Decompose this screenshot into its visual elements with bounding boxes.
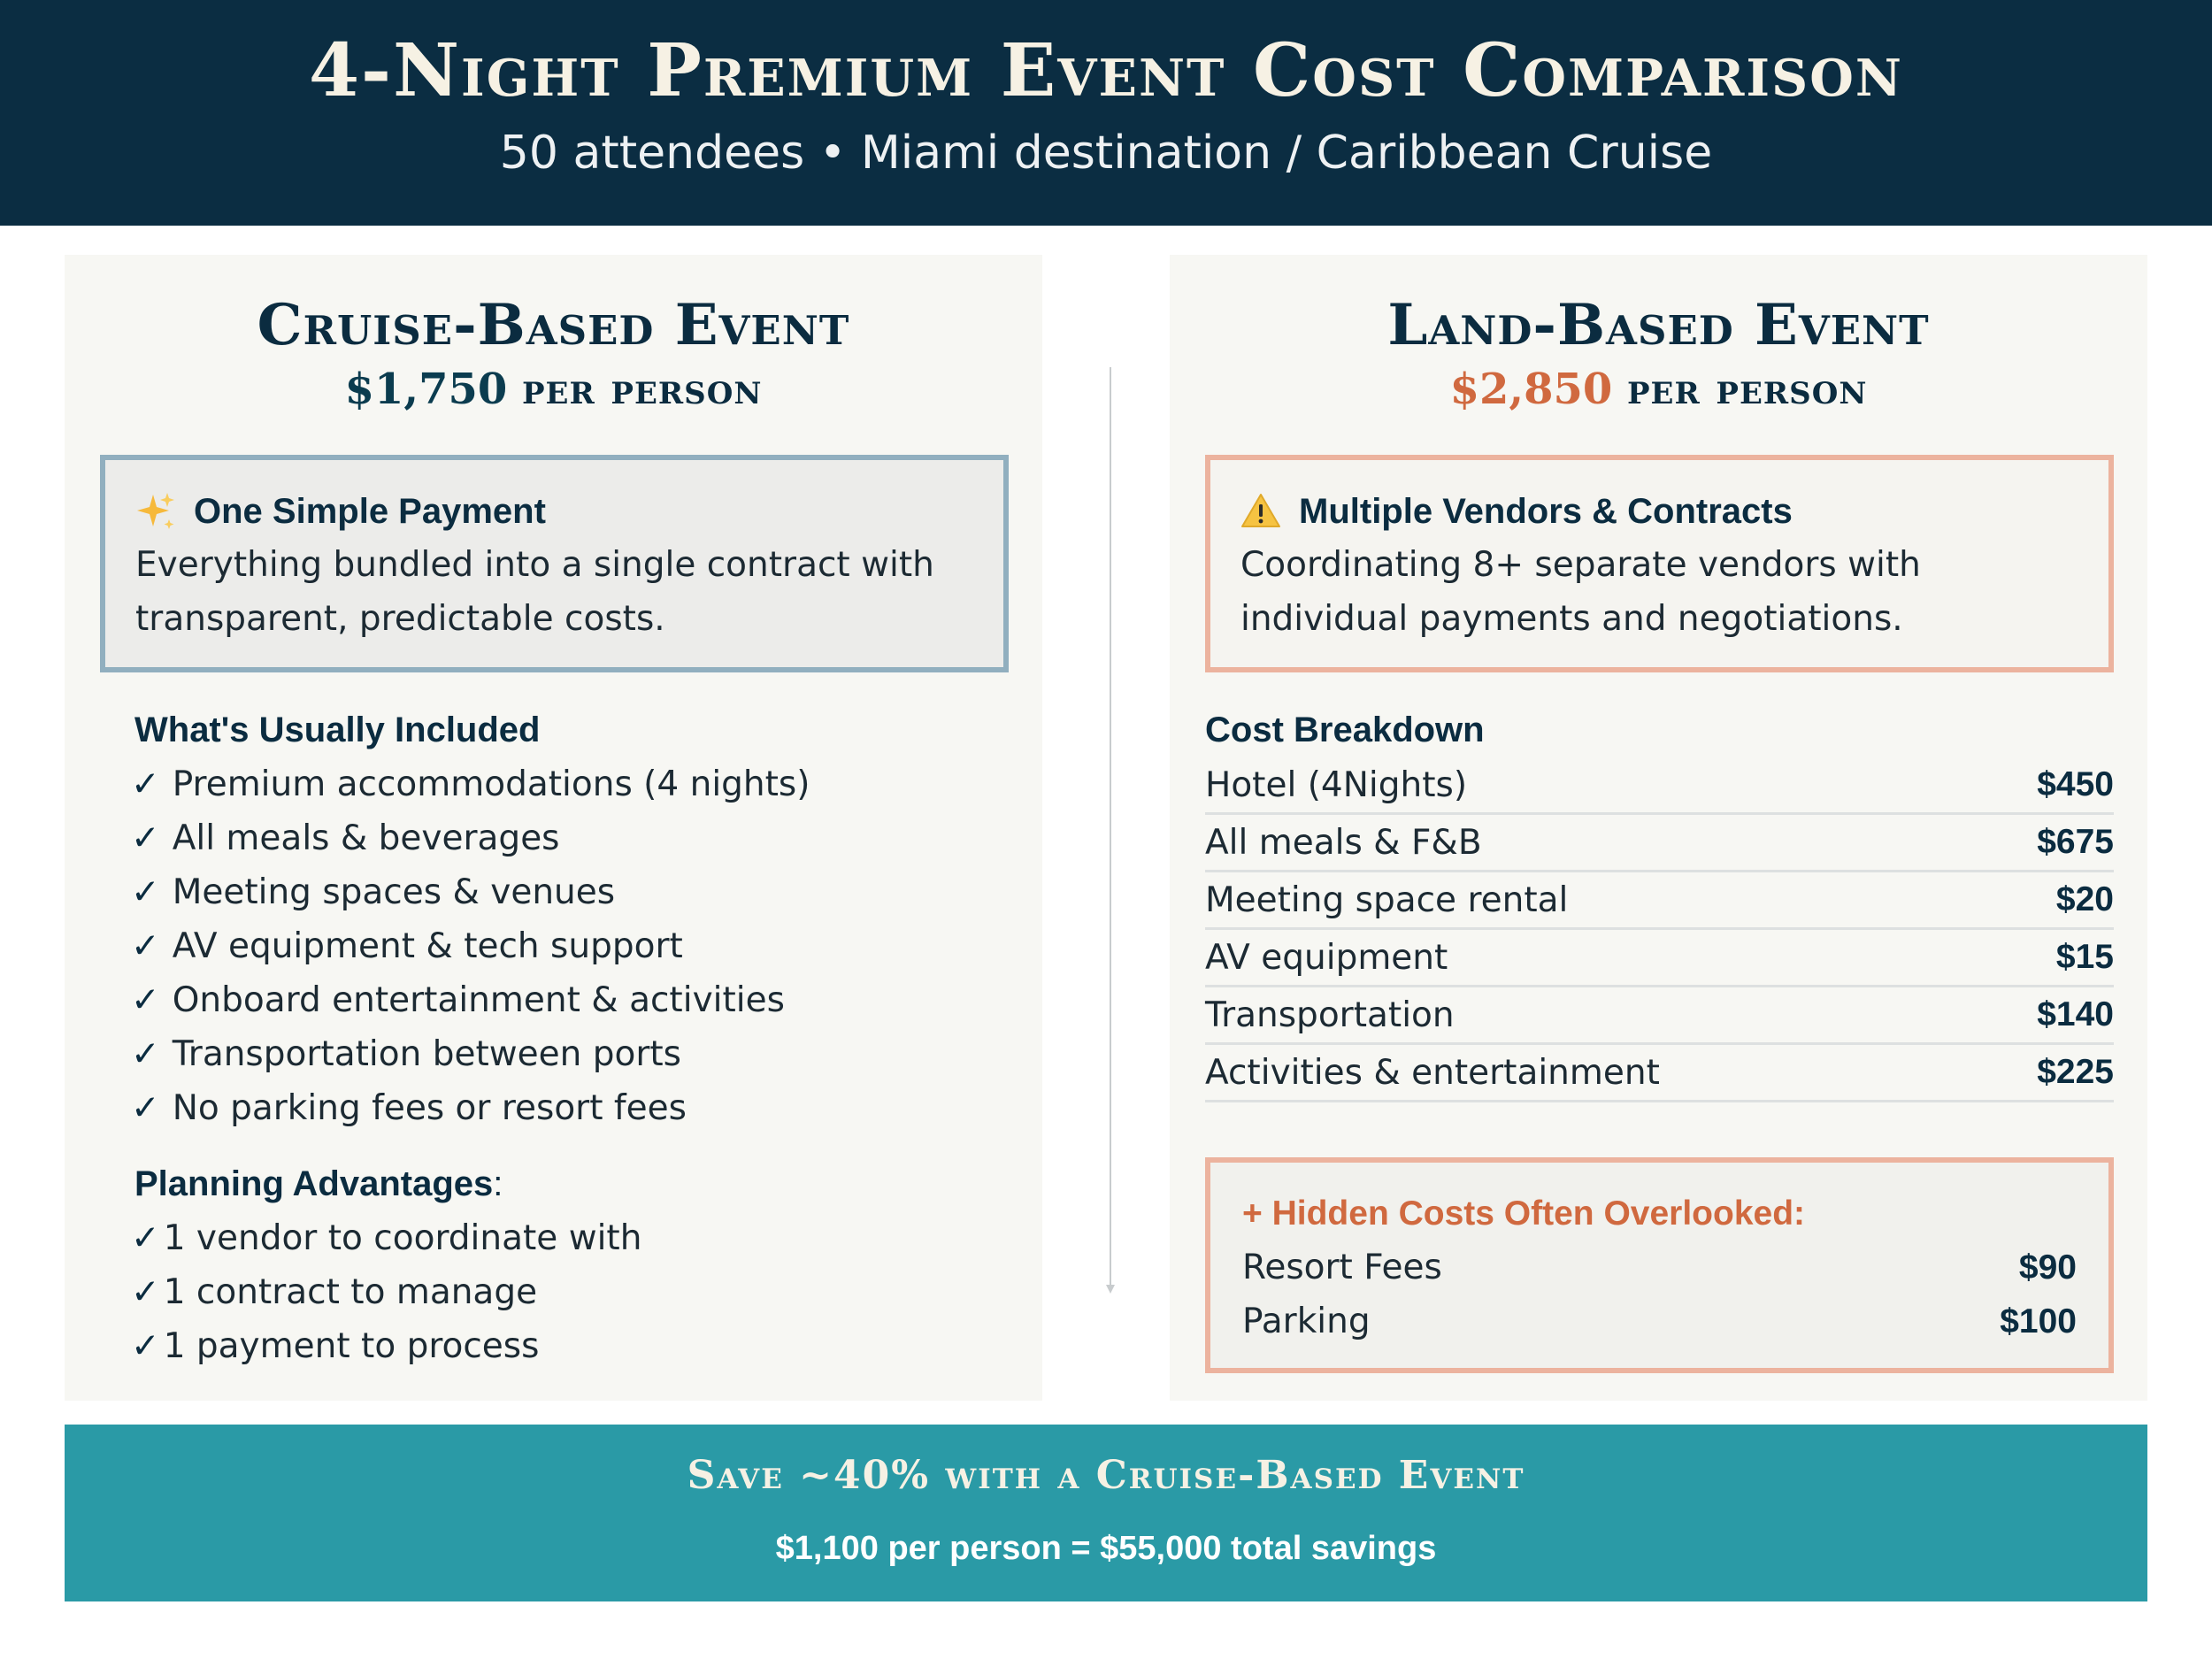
cost-row: Hotel (4Nights) $450	[1205, 757, 2114, 815]
breakdown-heading: Cost Breakdown	[1205, 710, 1485, 749]
hidden-cost-row: Parking $100	[1242, 1302, 2077, 1341]
advantages-heading: Planning Advantages:	[134, 1164, 503, 1203]
list-item: ✓ Premium accommodations (4 nights)	[131, 764, 810, 804]
check-icon: ✓	[131, 1272, 160, 1312]
included-list	[131, 757, 810, 1135]
list-item: ✓ 1 contract to manage	[131, 1272, 538, 1312]
land-title: Land-Based Event	[1387, 292, 1930, 358]
divider-arrow-tip	[1106, 1285, 1115, 1294]
list-item: ✓ Onboard entertainment & activities	[131, 980, 785, 1020]
cruise-price-value: $1,750	[344, 365, 508, 414]
cruise-callout-heading: One Simple Payment	[194, 492, 546, 531]
land-price-suffix: per person	[1626, 365, 1868, 414]
cost-row: Activities & entertainment $225	[1205, 1045, 2114, 1102]
land-callout	[1205, 455, 2114, 672]
list-item: ✓ Transportation between ports	[131, 1034, 681, 1074]
hidden-costs-box	[1205, 1157, 2114, 1373]
page-subtitle: 50 attendees • Miami destination / Caribbean Cruise	[499, 127, 1713, 180]
check-icon: ✓	[131, 1326, 160, 1366]
list-item: ✓ AV equipment & tech support	[131, 926, 683, 966]
land-price-value: $2,850	[1449, 365, 1613, 414]
check-icon: ✓	[131, 1218, 160, 1258]
check-icon: ✓	[131, 1088, 160, 1128]
header	[0, 0, 2212, 226]
land-callout-text: Coordinating 8+ separate vendors with individual payments and negotiations.	[1240, 545, 1921, 639]
list-item: ✓ All meals & beverages	[131, 818, 560, 858]
list-item: ✓ 1 vendor to coordinate with	[131, 1218, 642, 1258]
cruise-price-suffix: per person	[521, 365, 763, 414]
land-panel	[1170, 255, 2147, 1401]
cruise-price	[65, 363, 1042, 416]
page-title: 4-Night Premium Event Cost Comparison	[309, 28, 1903, 113]
check-icon: ✓	[131, 818, 160, 858]
check-icon: ✓	[131, 872, 160, 912]
cruise-callout	[100, 455, 1009, 672]
land-callout-heading: Multiple Vendors & Contracts	[1299, 492, 1793, 531]
cruise-callout-text: Everything bundled into a single contract with transparent, predictable costs.	[135, 545, 934, 639]
savings-title: Save ~40% with a Cruise-Based Event	[687, 1453, 1525, 1498]
list-item: ✓ Meeting spaces & venues	[131, 872, 616, 912]
check-icon: ✓	[131, 1034, 160, 1074]
list-item: ✓ No parking fees or resort fees	[131, 1088, 687, 1128]
included-heading: What's Usually Included	[134, 710, 541, 749]
warning-icon	[1240, 491, 1281, 532]
land-callout-heading-row	[1240, 485, 2078, 538]
cruise-panel	[65, 255, 1042, 1401]
check-icon: ✓	[131, 926, 160, 966]
sparkles-icon	[135, 491, 176, 532]
cruise-title: Cruise-Based Event	[257, 292, 850, 358]
panel-divider	[1110, 367, 1111, 1292]
cruise-callout-heading-row	[135, 485, 973, 538]
hidden-cost-row: Resort Fees $90	[1242, 1248, 2077, 1287]
cost-row: AV equipment $15	[1205, 930, 2114, 987]
land-price	[1170, 363, 2147, 416]
advantages-list	[131, 1211, 641, 1373]
cost-row: All meals & F&B $675	[1205, 815, 2114, 872]
savings-subtitle: $1,100 per person = $55,000 total savings	[775, 1530, 1437, 1567]
cost-row: Transportation $140	[1205, 987, 2114, 1045]
cost-row: Meeting space rental $20	[1205, 872, 2114, 930]
savings-banner	[65, 1425, 2147, 1601]
cost-breakdown-table	[1205, 757, 2114, 1102]
check-icon: ✓	[131, 764, 160, 804]
list-item: ✓ 1 payment to process	[131, 1326, 540, 1366]
hidden-costs-heading: + Hidden Costs Often Overlooked:	[1242, 1194, 1806, 1233]
check-icon: ✓	[131, 980, 160, 1020]
